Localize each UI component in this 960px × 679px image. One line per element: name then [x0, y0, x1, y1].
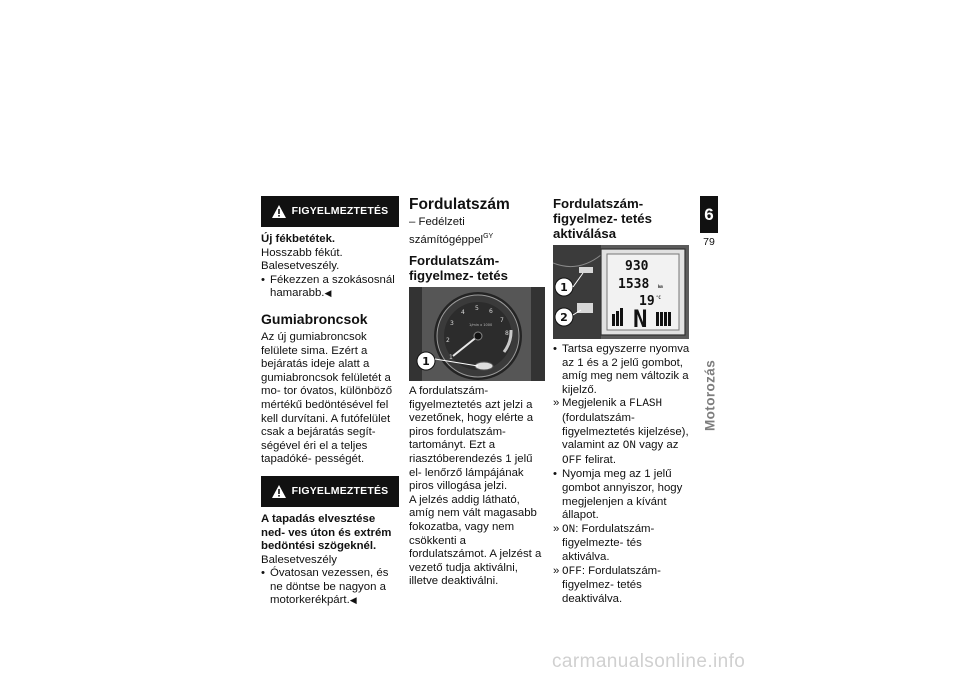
- end-marker-icon: ◀: [349, 595, 357, 606]
- tachometer-figure: [409, 287, 545, 381]
- display-line: 930: [625, 259, 649, 274]
- warning-triangle-icon: [272, 205, 286, 218]
- chapter-name: Motorozás: [702, 359, 718, 431]
- list-item: • Tartsa egyszerre nyomva az 1 és a 2 jelű gombot, amíg meg nem változik a kijelző.: [553, 343, 690, 396]
- list-item: » OFF: Fordulatszám-figyelmez- tetés deaktiválva.: [553, 564, 661, 605]
- warning-triangle-icon: [272, 485, 286, 498]
- gauge-tick-label: 3: [450, 319, 454, 327]
- display-figure: [553, 245, 689, 339]
- section-heading: Fordulatszám-figyelmez- tetés aktiválása: [553, 196, 652, 241]
- list-item: » ON: Fordulatszám-figyelmezte- tés aktiválva.: [553, 522, 655, 563]
- warning-banner: [261, 196, 399, 227]
- display-line: 19: [639, 294, 655, 309]
- page-title: Fordulatszám: [409, 196, 510, 213]
- list-item: • Nyomja meg az 1 jelű gombot annyiszor, hogy megjelenjen a kívánt állapot.: [553, 468, 683, 522]
- warning-text: Hosszabb fékút. Balesetveszély.: [261, 246, 343, 273]
- page-number: 79: [703, 236, 715, 248]
- callout-label: 1: [560, 281, 568, 294]
- warning-label: FIGYELMEZTETÉS: [291, 484, 389, 497]
- end-marker-icon: ◀: [324, 288, 332, 299]
- subtitle: – Fedélzeti számítógéppel$^{GY}$: [409, 216, 494, 246]
- gear-indicator: N: [633, 305, 648, 333]
- watermark: carmanualsonline.info: [552, 651, 746, 672]
- gauge-tick-label: 2: [446, 336, 450, 344]
- warning-label: FIGYELMEZTETÉS: [291, 204, 389, 217]
- section-title: Gumiabroncsok: [261, 310, 368, 327]
- rpm-paragraph-1: A fordulatszám-figyelmeztetés azt jelzi a vezetőnek, hogy elérte a piros fordulatszám-tartományt. Ezt a riasztóberendezés 1 jelű el- lenőrző lámpájának piros villogása jelzi.: [409, 384, 534, 493]
- gauge-tick-label: 5: [475, 304, 479, 312]
- warning-bullet: • Fékezzen a szokásosnál hamarabb.◀: [261, 273, 395, 300]
- right-column: [553, 196, 690, 606]
- warning-heading: A tapadás elvesztése ned- ves úton és extrém bedöntési szögeknél.: [261, 512, 392, 553]
- dial-unit-text: 1/min x 1000: [469, 322, 493, 327]
- warning-heading: Új fékbetétek.: [261, 233, 336, 245]
- gauge-tick-label: 6: [489, 307, 493, 315]
- rpm-paragraph-2: A jelzés addig látható, amíg nem vált magasabb fokozatba, vagy nem csökkenti a fordulatszámot. A jelzést a vezető tudja aktiválni, illetve deaktiválni.: [409, 493, 542, 588]
- warning-banner: [261, 476, 399, 507]
- callout-label: 2: [560, 311, 568, 324]
- list-item: » Megjelenik a FLASH (fordulatszám-figyelmeztetés kijelzése), valamint az ON vagy az OFF felirat.: [553, 397, 689, 467]
- display-unit: °C: [656, 295, 661, 300]
- callout-label: 1: [422, 354, 430, 368]
- middle-column: [409, 196, 546, 589]
- gauge-tick-label: 1: [449, 353, 453, 361]
- gauge-tick-label: 8: [505, 329, 509, 337]
- bullet-text: Óvatosan vezessen, és ne döntse be nagyon a motorkerékpárt.: [270, 567, 389, 607]
- display-unit: km: [658, 284, 663, 289]
- tyres-paragraph: Az új gumiabroncsok felülete sima. Ezért a bejáratás ideje alatt a gumiabroncsok felületét a mo- tor óvatos, különböző mértékű bedöntésével fel kell durvítani. A futófelület csak a bejáratás segít- ségével éri el a teljes tapadóké- pességét.: [261, 330, 393, 466]
- gauge-tick-label: 7: [500, 316, 504, 324]
- left-column: [261, 196, 399, 608]
- warning-text: Balesetveszély: [261, 553, 337, 566]
- gauge-tick-label: 4: [461, 308, 465, 316]
- display-line: 1538: [618, 277, 650, 292]
- bullet-text: Fékezzen a szokásosnál hamarabb.: [270, 273, 395, 300]
- section-heading: Fordulatszám-figyelmez- tetés: [409, 252, 508, 283]
- chapter-number-tab: 6: [700, 196, 718, 233]
- warning-bullet: • Óvatosan vezessen, és ne döntse be nagyon a motorkerékpárt.◀: [261, 567, 389, 607]
